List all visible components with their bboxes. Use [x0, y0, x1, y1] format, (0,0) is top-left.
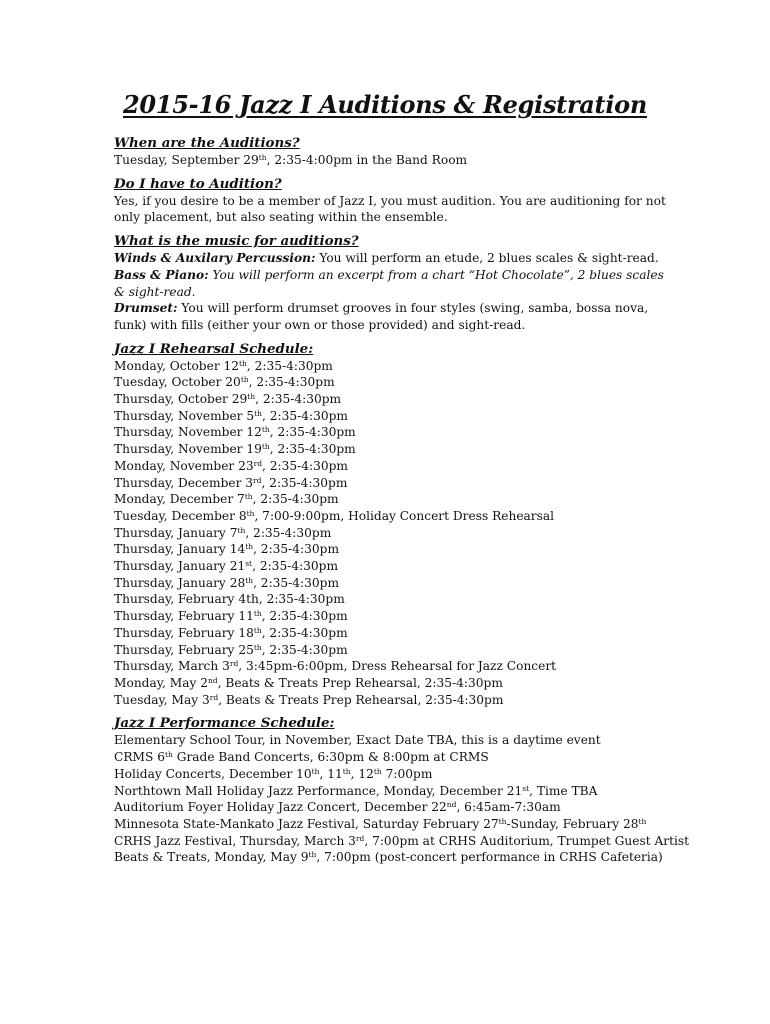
- ordinal-suffix: nd: [208, 675, 218, 685]
- rehearsal-item-details: , 2:35-4:30pm: [246, 358, 333, 373]
- rehearsal-item-details: , 2:35-4:30pm: [248, 375, 335, 390]
- rehearsal-item: [114, 508, 674, 525]
- rehearsal-item-date: Thursday, February 18: [114, 625, 254, 640]
- rehearsal-item-date: Thursday, December 3: [114, 475, 254, 490]
- rehearsal-item: [114, 591, 674, 608]
- rehearsal-item-date: Monday, May 2: [114, 675, 209, 690]
- rehearsal-item-date: Monday, December 7: [114, 492, 245, 507]
- ordinal-suffix: th: [245, 575, 254, 585]
- rehearsal-item: [114, 441, 674, 458]
- ordinal-suffix: rd: [209, 692, 219, 702]
- ordinal-suffix: th: [308, 850, 317, 860]
- performance-item-text: CRMS 6: [114, 750, 165, 765]
- ordinal-suffix: rd: [253, 475, 262, 485]
- section-have-to: [114, 175, 674, 226]
- rehearsal-item-details: , 2:35-4:30pm: [253, 575, 340, 590]
- bass-requirement: [114, 267, 674, 300]
- rehearsal-item-details: , 2:35-4:30pm: [262, 458, 348, 473]
- rehearsal-item: [114, 608, 674, 625]
- performance-item: [114, 799, 674, 816]
- rehearsal-item: [114, 491, 674, 508]
- rehearsal-item-date: Thursday, January 7: [114, 525, 238, 540]
- ordinal-suffix: th: [247, 392, 256, 402]
- ordinal-suffix: th: [244, 492, 253, 502]
- ordinal-suffix: th: [261, 425, 270, 435]
- ordinal-suffix: th: [254, 408, 262, 418]
- rehearsal-item-details: , 2:35-4:30pm: [261, 625, 348, 640]
- ordinal-suffix: th: [342, 766, 351, 776]
- section-when: [114, 134, 674, 169]
- rehearsal-item: [114, 625, 674, 642]
- performance-item-text: Northtown Mall Holiday Jazz Performance, Monday, December 21: [114, 783, 523, 798]
- performance-item-text: , 7:00pm (post-concert performance in CRHS Cafeteria): [316, 850, 663, 865]
- rehearsal-item-details: , 2:35-4:30pm: [261, 408, 348, 423]
- performance-item-text: Elementary School Tour, in November, Exact Date TBA, this is a daytime event: [114, 733, 601, 748]
- rehearsal-item: [114, 374, 674, 391]
- rehearsal-list: [114, 358, 674, 709]
- rehearsal-item-date: Thursday, March 3: [114, 659, 230, 674]
- ordinal-suffix: rd: [229, 659, 239, 669]
- ordinal-suffix: rd: [253, 458, 263, 468]
- audition-date-time: , 2:35-4:00pm in the Band Room: [266, 153, 468, 167]
- rehearsal-item: [114, 541, 674, 558]
- rehearsal-item-details: , 2:35-4:30pm: [245, 525, 332, 540]
- bass-label: Bass & Piano:: [114, 267, 209, 282]
- ordinal-suffix: st: [245, 559, 253, 569]
- ordinal-suffix: th: [261, 442, 270, 452]
- ordinal-suffix: th: [239, 358, 247, 368]
- performance-item-text: , 12: [350, 766, 374, 781]
- audition-date: [114, 152, 674, 169]
- rehearsal-item: [114, 658, 674, 675]
- performance-item-text: , 7:00pm at CRHS Auditorium, Trumpet Guest Artist: [364, 833, 690, 848]
- performance-item-text: Beats & Treats, Monday, May 9: [114, 850, 309, 865]
- rehearsal-item: [114, 525, 674, 542]
- rehearsal-item-details: , 7:00-9:00pm, Holiday Concert Dress Rehearsal: [254, 508, 555, 523]
- rehearsal-item-details: , 2:35-4:30pm: [252, 559, 339, 574]
- rehearsal-item-date: Thursday, February 4th, 2:35-4:30pm: [114, 592, 345, 607]
- ordinal-suffix: st: [522, 783, 530, 793]
- rehearsal-item-date: Thursday, February 11: [114, 609, 254, 624]
- winds-requirement: [114, 250, 674, 267]
- rehearsal-item: [114, 642, 674, 659]
- section-heading-rehearsal: Jazz I Rehearsal Schedule:: [114, 340, 314, 357]
- audition-date-main: Tuesday, September 29: [114, 153, 259, 167]
- rehearsal-item: [114, 475, 674, 492]
- section-heading-when: When are the Auditions?: [114, 135, 300, 151]
- section-music: [114, 232, 674, 334]
- rehearsal-item-date: Monday, October 12: [114, 358, 240, 373]
- rehearsal-item: [114, 424, 674, 441]
- winds-text: You will perform an etude, 2 blues scales & sight-read.: [315, 251, 659, 266]
- rehearsal-item: [114, 575, 674, 592]
- rehearsal-item-date: Tuesday, May 3: [114, 692, 210, 707]
- rehearsal-item-date: Thursday, January 14: [114, 542, 246, 557]
- rehearsal-item-date: Thursday, January 28: [114, 575, 246, 590]
- rehearsal-item-date: Thursday, February 25: [114, 642, 254, 657]
- rehearsal-item: [114, 558, 674, 575]
- have-to-text: Yes, if you desire to be a member of Jazz I, you must audition. You are auditioning for not only placement, but also seating within the ensemble.: [114, 193, 666, 225]
- ordinal-suffix: rd: [355, 833, 365, 843]
- document-body: [114, 134, 690, 872]
- rehearsal-item: [114, 675, 674, 692]
- ordinal-suffix: th: [164, 750, 173, 760]
- performance-item-text: -Sunday, February 28: [506, 816, 639, 831]
- rehearsal-item-date: Monday, November 23: [114, 458, 254, 473]
- rehearsal-item: [114, 692, 674, 709]
- rehearsal-item-details: , 2:35-4:30pm: [253, 542, 340, 557]
- drum-text: You will perform drumset grooves in four styles (swing, samba, bossa nova, funk) with fills (either your own or those provided) and sight-read.: [114, 301, 649, 332]
- section-heading-have-to: Do I have to Audition?: [114, 175, 282, 192]
- rehearsal-item-date: Thursday, November 19: [114, 442, 262, 457]
- performance-item-text: , 11: [319, 766, 343, 781]
- performance-item: [114, 849, 674, 866]
- performance-item-text: CRHS Jazz Festival, Thursday, March 3: [114, 833, 356, 848]
- ordinal-suffix: th: [240, 375, 249, 385]
- rehearsal-item-date: Thursday, November 5: [114, 408, 255, 423]
- rehearsal-item-details: , 2:35-4:30pm: [269, 425, 356, 440]
- performance-item: [114, 749, 674, 766]
- rehearsal-item-date: Tuesday, October 20: [114, 375, 241, 390]
- rehearsal-item: [114, 358, 674, 375]
- ordinal-suffix: th: [246, 508, 255, 518]
- rehearsal-item: [114, 458, 674, 475]
- rehearsal-item-details: , 2:35-4:30pm: [261, 475, 348, 490]
- rehearsal-item-details: , Beats & Treats Prep Rehearsal, 2:35-4:30pm: [217, 675, 503, 690]
- rehearsal-item-date: Thursday, November 12: [114, 425, 262, 440]
- performance-item: [114, 732, 674, 749]
- performance-item-text: Minnesota State-Mankato Jazz Festival, Saturday February 27: [114, 816, 499, 831]
- performance-item-text: Auditorium Foyer Holiday Jazz Concert, December 22: [114, 800, 447, 815]
- rehearsal-item: [114, 408, 674, 425]
- page-title: 2015-16 Jazz I Auditions & Registration: [123, 90, 647, 119]
- rehearsal-item-details: , 2:35-4:30pm: [252, 492, 339, 507]
- performance-list: [114, 732, 690, 866]
- rehearsal-item-details: , 2:35-4:30pm: [261, 609, 348, 624]
- section-performance: [114, 714, 690, 866]
- ordinal-suffix: th: [253, 609, 262, 619]
- performance-item-text: Grade Band Concerts, 6:30pm & 8:00pm at CRMS: [172, 750, 489, 765]
- performance-item: [114, 783, 674, 800]
- section-heading-music: What is the music for auditions?: [114, 233, 359, 250]
- ordinal-suffix: th: [237, 525, 246, 535]
- performance-item-text: , Time TBA: [529, 783, 598, 798]
- performance-item-text: 7:00pm: [381, 766, 433, 781]
- performance-item: [114, 833, 690, 850]
- rehearsal-item-details: , 2:35-4:30pm: [255, 392, 342, 407]
- performance-item: [114, 816, 674, 833]
- rehearsal-item-details: , 3:45pm-6:00pm, Dress Rehearsal for Jazz Concert: [238, 659, 557, 674]
- ordinal-suffix: th: [253, 642, 262, 652]
- performance-item-text: , 6:45am-7:30am: [456, 800, 561, 815]
- drum-requirement: [114, 300, 674, 333]
- ordinal-suffix: th: [258, 153, 267, 162]
- ordinal-suffix: th: [498, 816, 507, 826]
- rehearsal-item-details: , Beats & Treats Prep Rehearsal, 2:35-4:30pm: [218, 692, 504, 707]
- winds-label: Winds & Auxilary Percussion:: [114, 251, 316, 266]
- drum-label: Drumset:: [114, 301, 178, 316]
- ordinal-suffix: th: [311, 766, 320, 776]
- ordinal-suffix: nd: [446, 800, 457, 810]
- section-heading-performance: Jazz I Performance Schedule:: [114, 715, 335, 732]
- rehearsal-item-date: Tuesday, December 8: [114, 508, 247, 523]
- rehearsal-item-date: Thursday, January 21: [114, 559, 246, 574]
- ordinal-suffix: th: [638, 816, 647, 826]
- ordinal-suffix: th: [245, 542, 254, 552]
- rehearsal-item-details: , 2:35-4:30pm: [261, 642, 348, 657]
- ordinal-suffix: th: [253, 625, 262, 635]
- rehearsal-item: [114, 391, 674, 408]
- section-rehearsal: [114, 340, 674, 709]
- rehearsal-item-date: Thursday, October 29: [114, 392, 248, 407]
- performance-item: [114, 766, 674, 783]
- performance-item-text: Holiday Concerts, December 10: [114, 766, 312, 781]
- rehearsal-item-details: , 2:35-4:30pm: [269, 442, 356, 457]
- ordinal-suffix: th: [373, 766, 382, 776]
- bass-text: You will perform an excerpt from a chart “Hot Chocolate”, 2 blues scales & sight-read.: [114, 267, 664, 299]
